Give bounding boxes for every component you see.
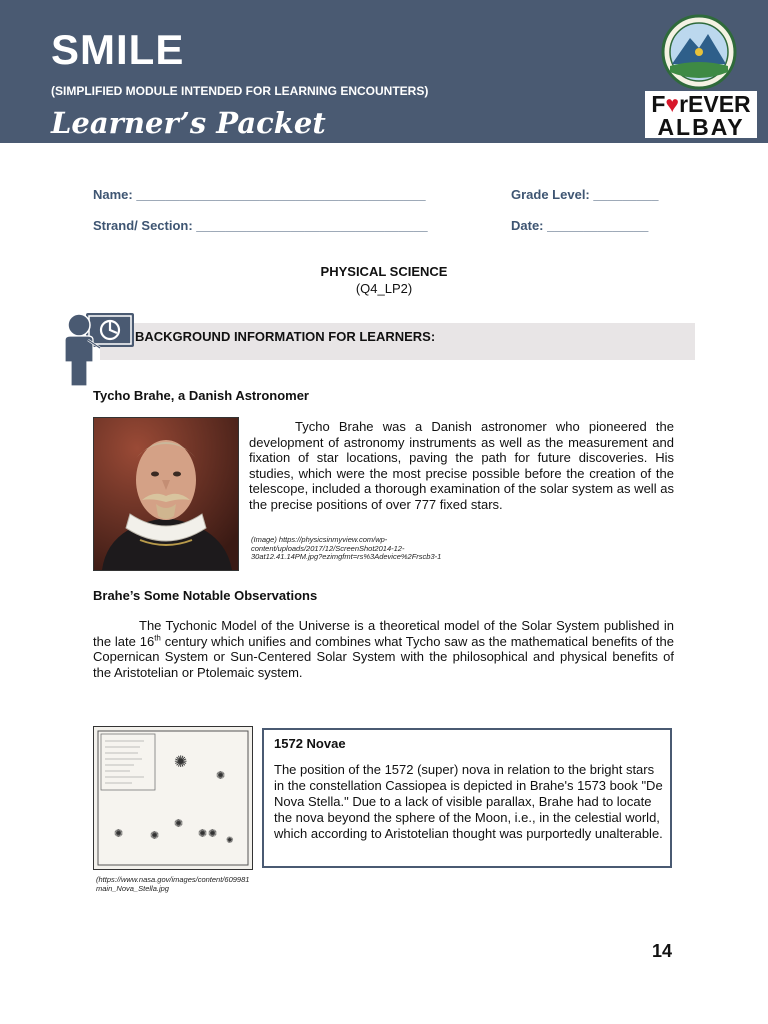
tycho-image-credit: (Image) https://physicsinmyview.com/wp- content/uploads/2017/12/ScreenShot2014-12- 30at12.41.14PM.jpg?ezimgfmt=rs%3Adevice%2Frscb3-1 xyxy=(251,535,442,562)
heart-icon: ♥ xyxy=(665,91,680,117)
subject-code: (Q4_LP2) xyxy=(355,281,413,296)
forever-albay-logo: F♥rEVER ALBAY xyxy=(645,91,757,138)
nova-info-box xyxy=(262,728,672,868)
background-info-label: BACKGROUND INFORMATION FOR LEARNERS: xyxy=(135,329,436,344)
strand-section-field[interactable]: Strand/ Section: ________________________________ xyxy=(93,218,428,233)
nova-title: 1572 Novae xyxy=(274,736,346,751)
svg-text:✺: ✺ xyxy=(114,827,124,840)
svg-text:✺: ✺ xyxy=(226,836,234,846)
tycho-description: Tycho Brahe was a Danish astronomer who pioneered the development of astronomy instruments as well as the measurement and fixation of star locations, paving the path for future discoveries. His studies, which were the most precise possible before the creation of the telescope, included a thorough examination of the solar system as well as the precise positions of over 777 fixed stars. xyxy=(249,419,674,512)
tycho-brahe-portrait xyxy=(93,417,239,571)
subject-title: PHYSICAL SCIENCE xyxy=(320,264,448,279)
name-field[interactable]: Name: ________________________________________ xyxy=(93,187,426,202)
module-subtitle: (SIMPLIFIED MODULE INTENDED FOR LEARNING ENCOUNTERS) xyxy=(51,84,429,98)
page-number: 14 xyxy=(652,941,673,961)
deped-albay-seal-icon xyxy=(656,14,742,90)
svg-text:✺: ✺ xyxy=(216,769,226,782)
svg-text:✺: ✺ xyxy=(174,817,184,830)
teacher-board-icon xyxy=(60,310,138,388)
section-heading-observations: Brahe’s Some Notable Observations xyxy=(93,588,318,603)
header-banner xyxy=(0,0,768,143)
nova-image-credit: (https://www.nasa.gov/images/content/609981 main_Nova_Stella.jpg xyxy=(96,875,250,893)
nova-description: The position of the 1572 (super) nova in relation to the bright stars in the constellation Cassiopea is depicted in Brahe's 1573 book "De Nova Stella." Due to a lack of visible parallax, Brahe had to locate the nova beyond the sphere of the Moon, i.e., in the celestial world, which according to Aristotelian thought was purportedly unalterable. xyxy=(274,762,663,841)
svg-text:✺: ✺ xyxy=(208,827,218,840)
tychonic-model-paragraph: The Tychonic Model of the Universe is a theoretical model of the Solar System published in the late 16th century which unifies and combines what Tycho saw as the mathematical benefits of the Copernican System or Sun-Centered Solar System with the philosophical and physical benefits of the Aristotelian or Ptolemaic system. xyxy=(93,618,675,680)
svg-text:✺: ✺ xyxy=(174,752,188,771)
de-nova-stella-figure xyxy=(93,726,253,870)
background-info-bar xyxy=(100,323,695,360)
svg-text:✺: ✺ xyxy=(150,829,160,842)
learners-packet-title: Learner’s Packet xyxy=(51,106,326,140)
module-title: SMILE xyxy=(51,26,185,73)
grade-level-field[interactable]: Grade Level: _________ xyxy=(511,187,659,202)
section-heading-tycho: Tycho Brahe, a Danish Astronomer xyxy=(93,388,309,403)
date-field[interactable]: Date: ______________ xyxy=(511,218,649,233)
svg-text:✺: ✺ xyxy=(198,827,208,840)
